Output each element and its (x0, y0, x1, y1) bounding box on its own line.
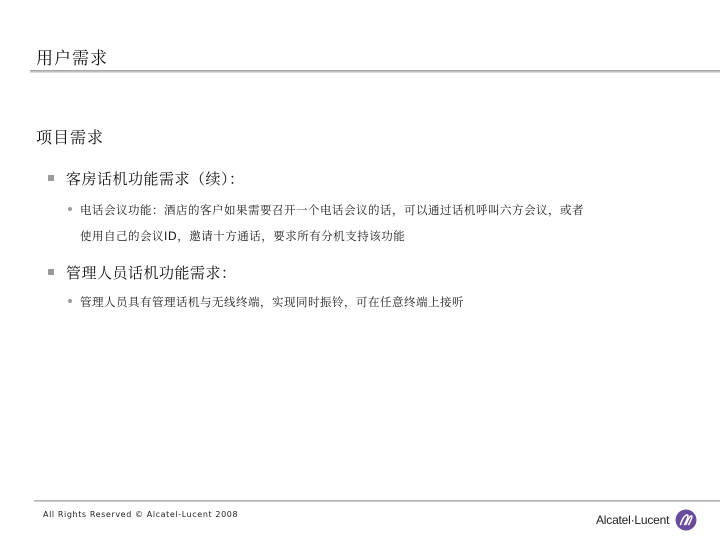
square-bullet-icon (48, 175, 54, 181)
sub-bullet-line-2: 使用自己的会议ID，邀请十方通话，要求所有分机支持该功能 (80, 229, 406, 243)
dot-bullet-icon (68, 207, 72, 211)
sub-bullet-conference (68, 197, 678, 249)
bullet-text: 客房话机功能需求（续）： (66, 170, 245, 188)
square-bullet-icon (48, 269, 54, 275)
bullet-guestroom-phone (48, 168, 245, 189)
brand-logo (596, 507, 697, 533)
sub-bullet-text: 管理人员具有管理话机与无线终端，实现同时振铃，可在任意终端上接听 (80, 295, 464, 309)
dot-bullet-icon (68, 299, 72, 303)
footer-divider (34, 500, 720, 502)
alcatel-lucent-logo-icon (675, 509, 697, 531)
sub-bullet-line-1 (68, 197, 678, 223)
sub-bullet-line-1 (68, 289, 678, 315)
bullet-text: 管理人员话机功能需求： (66, 264, 237, 282)
sub-bullet-manager (68, 289, 678, 315)
sub-bullet-text: 电话会议功能：酒店的客户如果需要召开一个电话会议的话，可以通过话机呼叫六方会议，或者 (80, 203, 584, 217)
footer-copyright: All Rights Reserved © Alcatel-Lucent 2008 (43, 510, 239, 519)
section-heading: 项目需求 (36, 128, 105, 147)
logo-text: Alcatel·Lucent (596, 513, 670, 527)
bullet-manager-phone (48, 262, 237, 283)
slide-title: 用户需求 (36, 49, 108, 69)
title-divider (30, 70, 720, 73)
